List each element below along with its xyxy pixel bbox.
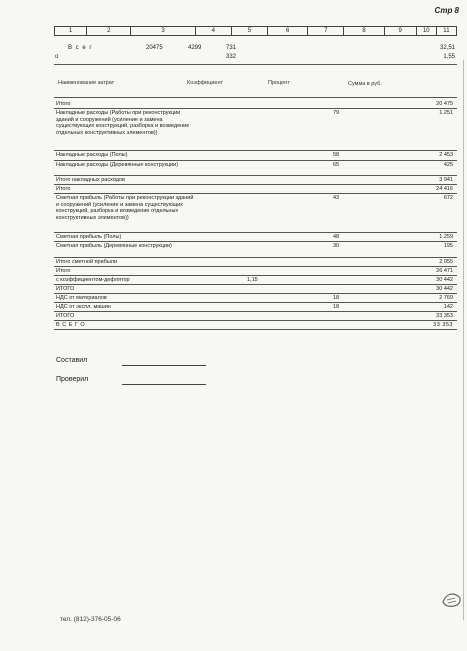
row-name: Итого накладных расходов xyxy=(56,177,125,183)
table-row xyxy=(54,185,457,194)
table-row xyxy=(54,151,457,161)
row-sum: 26 471 xyxy=(436,268,453,274)
table-row xyxy=(54,276,457,285)
header-col-6: 6 xyxy=(268,27,308,36)
row-sum: 142 xyxy=(443,304,453,310)
row-sum: 1 251 xyxy=(439,110,453,116)
row-name: Сметная прибыль (Работы при реконструкции зданий и сооружений (усиление и замена существующих конструкций, разборка и возведение отдельных конструктивных элементов)) xyxy=(56,195,194,221)
table-row xyxy=(54,312,457,321)
column-number-header xyxy=(54,26,457,36)
table-row xyxy=(54,285,457,294)
header-col-11: 11 xyxy=(436,27,456,36)
table-row xyxy=(54,161,457,176)
col-head-name: Наименование затрат xyxy=(58,80,115,86)
table-row xyxy=(54,176,457,185)
summary-label: В с е г xyxy=(68,45,93,51)
row-name: с коэффициентом-дефлятор xyxy=(56,277,130,283)
row-name: Накладные расходы (Деревянные конструкции) xyxy=(56,162,179,168)
composed-signature-line xyxy=(122,365,206,366)
row-sum: 24 416 xyxy=(436,186,453,192)
summary-col3: 20475 xyxy=(146,45,163,51)
header-col-7: 7 xyxy=(308,27,344,36)
summary-col11b: 1,55 xyxy=(443,54,455,60)
row-name: В С Е Г О xyxy=(56,322,86,328)
summary-col4: 4299 xyxy=(188,45,202,51)
row-name: Итого xyxy=(56,186,71,192)
header-col-9: 9 xyxy=(384,27,416,36)
stamp-mark-icon xyxy=(440,590,464,610)
header-col-10: 10 xyxy=(416,27,436,36)
row-pct: 79 xyxy=(333,110,340,116)
col-head-sum: Сумма в руб. xyxy=(348,81,382,87)
row-name: ИТОГО xyxy=(56,286,75,292)
row-sum: 20 475 xyxy=(436,101,453,107)
col-head-pct: Процент xyxy=(268,80,290,86)
row-name: Накладные расходы (Полы) xyxy=(56,152,128,158)
row-name: Итого xyxy=(56,268,71,274)
header-col-5: 5 xyxy=(231,27,267,36)
table-row xyxy=(54,242,457,258)
header-col-1: 1 xyxy=(55,27,87,36)
summary-marker: о xyxy=(55,54,59,60)
row-pct: 58 xyxy=(333,152,340,158)
checked-label: Проверил xyxy=(56,376,89,383)
row-name: Итого xyxy=(56,101,71,107)
row-sum: 33 353 xyxy=(436,313,453,319)
header-col-2: 2 xyxy=(87,27,131,36)
table-row xyxy=(54,294,457,303)
table-row xyxy=(54,194,457,233)
row-sum: 425 xyxy=(443,162,453,168)
summary-col5b: 332 xyxy=(226,54,237,60)
row-name: НДС от материалов xyxy=(56,295,107,301)
page-number: Стр 8 xyxy=(434,6,459,15)
table-row xyxy=(54,321,457,330)
summary-row xyxy=(54,45,457,53)
table-row xyxy=(54,109,457,151)
row-sum: 3 941 xyxy=(439,177,453,183)
summary-col5: 731 xyxy=(226,45,237,51)
header-col-4: 4 xyxy=(195,27,231,36)
col-head-coef: Коэффициент xyxy=(187,80,224,86)
row-sum: 1 259 xyxy=(439,234,453,240)
row-sum: 672 xyxy=(443,195,453,201)
composed-label: Составил xyxy=(56,357,88,364)
row-pct: 18 xyxy=(333,295,340,301)
header-col-8: 8 xyxy=(344,27,384,36)
row-name: Сметная прибыль (Полы) xyxy=(56,234,122,240)
row-sum: 30 442 xyxy=(436,286,453,292)
row-sum: 30 442 xyxy=(436,277,453,283)
table-row xyxy=(54,303,457,312)
row-sum: 2 055 xyxy=(439,259,453,265)
table-row xyxy=(54,233,457,242)
row-pct: 65 xyxy=(333,162,340,168)
footer-phone: тел. (812)-376-05-06 xyxy=(60,616,121,623)
summary-divider xyxy=(54,64,457,65)
col-head-divider xyxy=(54,97,457,98)
checked-signature-line xyxy=(122,384,206,385)
table-row xyxy=(54,100,457,109)
row-sum: 2 769 xyxy=(439,295,453,301)
row-sum: 2 453 xyxy=(439,152,453,158)
row-pct: 43 xyxy=(333,195,340,201)
row-name: НДС от экспл. машин xyxy=(56,304,111,310)
row-sum: 195 xyxy=(443,243,453,249)
table-row xyxy=(54,258,457,267)
page-edge-mark xyxy=(463,60,464,620)
row-name: Накладные расходы (Работы при реконструкции зданий и сооружений (усиление и замена существующих конструкций, разборка и возведение отдельных конструктивных элементов)) xyxy=(56,110,190,136)
row-pct: 18 xyxy=(333,304,340,310)
row-name: Сметная прибыль (Деревянные конструкции) xyxy=(56,243,172,249)
summary-col11: 32,51 xyxy=(439,45,455,51)
row-pct: 30 xyxy=(333,243,340,249)
row-name: ИТОГО xyxy=(56,313,75,319)
row-name: Итого сметной прибыли xyxy=(56,259,118,265)
summary-row-2 xyxy=(54,54,457,62)
row-coef: 1,15 xyxy=(247,277,258,283)
table-row xyxy=(54,267,457,276)
header-col-3: 3 xyxy=(131,27,195,36)
row-sum: 33 353 xyxy=(433,322,453,328)
row-pct: 48 xyxy=(333,234,340,240)
